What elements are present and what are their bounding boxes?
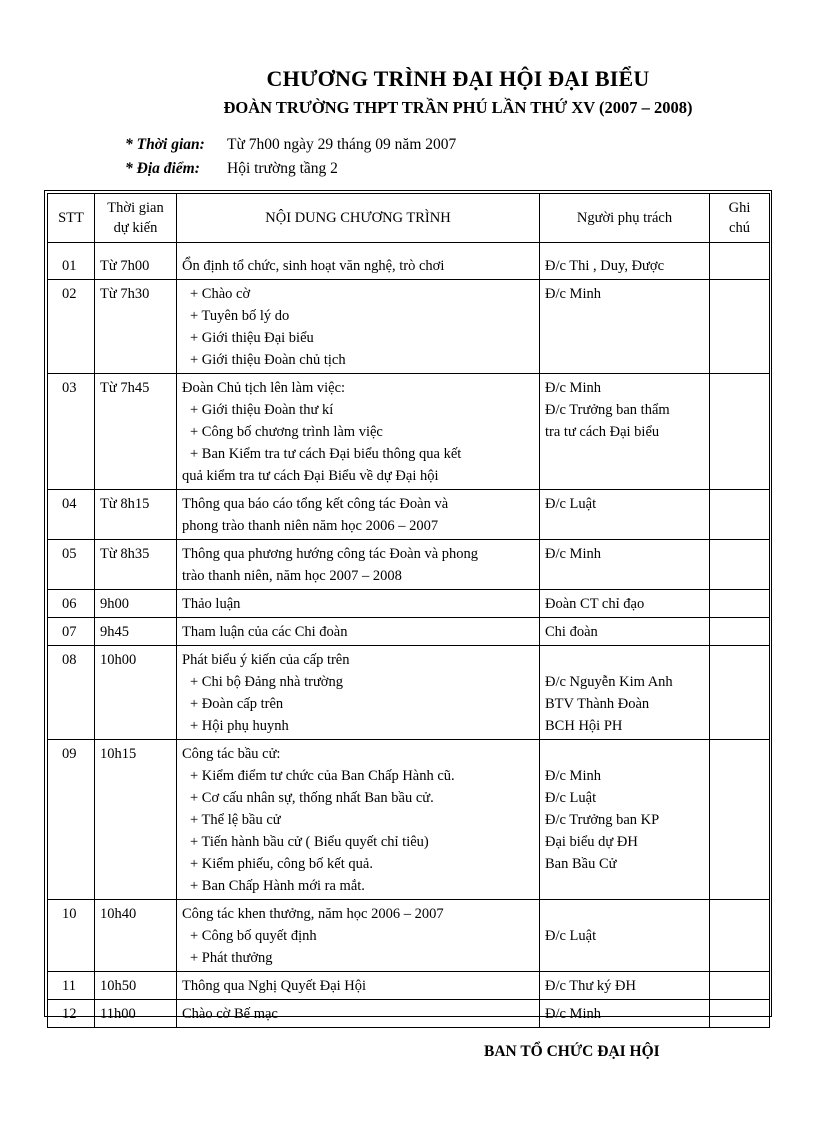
table-row (48, 280, 770, 374)
cell-time (95, 540, 177, 590)
cell-content (177, 740, 540, 900)
cell-time (95, 646, 177, 740)
person-line: Đ/c Minh (545, 768, 601, 784)
content-line: + Tuyên bố lý do (190, 308, 290, 324)
cell-person (540, 280, 710, 374)
cell-note (710, 243, 770, 280)
header-stt: STT (48, 194, 95, 243)
cell-content (177, 280, 540, 374)
cell-content (177, 900, 540, 972)
table-header-row (48, 194, 770, 243)
content-line: Công tác khen thưởng, năm học 2006 – 2007 (182, 906, 444, 922)
cell-stt (48, 900, 95, 972)
cell-note (710, 590, 770, 618)
time-value: 10h00 (100, 652, 137, 668)
cell-content (177, 490, 540, 540)
time-value: 10h40 (100, 906, 137, 922)
cell-person (540, 1000, 710, 1028)
table-body (48, 243, 770, 1028)
time-value: Từ 7h45 (100, 380, 150, 396)
person-line: Đ/c Trưởng ban KP (545, 812, 660, 828)
cell-stt (48, 646, 95, 740)
cell-note (710, 740, 770, 900)
content-line: + Chào cờ (190, 286, 251, 302)
time-info (125, 136, 456, 154)
cell-stt (48, 972, 95, 1000)
person-line (545, 903, 704, 925)
cell-person (540, 740, 710, 900)
cell-person (540, 618, 710, 646)
cell-content (177, 646, 540, 740)
stt-value: 01 (62, 258, 77, 274)
content-line: Thông qua phương hướng công tác Đoàn và phong (182, 546, 479, 562)
cell-note (710, 972, 770, 1000)
cell-time (95, 490, 177, 540)
person-line: Đ/c Minh (545, 1006, 601, 1022)
content-line: + Chi bộ Đảng nhà trường (190, 674, 343, 690)
time-value: Từ 7h30 (100, 286, 150, 302)
program-table (47, 193, 770, 1028)
content-line: trào thanh niên, năm học 2007 – 2008 (182, 568, 402, 584)
cell-person (540, 590, 710, 618)
cell-person (540, 900, 710, 972)
cell-time (95, 374, 177, 490)
cell-content (177, 1000, 540, 1028)
cell-stt (48, 1000, 95, 1028)
place-info (125, 160, 338, 178)
cell-stt (48, 540, 95, 590)
stt-value: 05 (62, 546, 77, 562)
content-line: + Công bố quyết định (190, 928, 317, 944)
cell-person (540, 374, 710, 490)
cell-person (540, 243, 710, 280)
cell-time (95, 740, 177, 900)
table-row (48, 590, 770, 618)
place-value: Hội trường tầng 2 (227, 160, 338, 177)
content-line: + Ban Chấp Hành mới ra mắt. (190, 878, 365, 894)
cell-stt (48, 243, 95, 280)
content-line: + Kiểm điểm tư chức của Ban Chấp Hành cũ. (190, 768, 455, 784)
cell-note (710, 374, 770, 490)
stt-value: 07 (62, 624, 77, 640)
content-line: + Thể lệ bầu cử (190, 812, 281, 828)
person-line: Đ/c Nguyễn Kim Anh (545, 674, 673, 690)
person-line (545, 743, 704, 765)
content-line: quả kiểm tra tư cách Đại Biểu về dự Đại hội (182, 468, 439, 484)
table-row (48, 490, 770, 540)
person-line: Đ/c Thi , Duy, Được (545, 258, 665, 274)
cell-time (95, 900, 177, 972)
cell-note (710, 280, 770, 374)
time-value: 10h50 (100, 978, 137, 994)
cell-content (177, 972, 540, 1000)
cell-person (540, 646, 710, 740)
stt-value: 12 (62, 1006, 77, 1022)
header-time-line2: dự kiến (113, 220, 158, 236)
content-line: phong trào thanh niên năm học 2006 – 2007 (182, 518, 439, 534)
cell-content (177, 590, 540, 618)
content-line: + Phát thưởng (190, 950, 273, 966)
header-time-line1: Thời gian (107, 200, 164, 216)
content-line: Đoàn Chủ tịch lên làm việc: (182, 380, 346, 396)
person-line: BTV Thành Đoàn (545, 696, 650, 712)
content-line: + Giới thiệu Đoàn chủ tịch (190, 352, 346, 368)
person-line: Đ/c Minh (545, 380, 601, 396)
stt-value: 09 (62, 746, 77, 762)
person-line: Đ/c Luật (545, 496, 597, 512)
place-label: * Địa điểm: (125, 160, 200, 177)
content-line: Thảo luận (182, 596, 241, 612)
cell-content (177, 618, 540, 646)
cell-person (540, 972, 710, 1000)
content-line: Chào cờ Bế mạc (182, 1006, 278, 1022)
person-line: Đoàn CT chỉ đạo (545, 596, 645, 612)
cell-note (710, 490, 770, 540)
person-line: BCH Hội PH (545, 718, 623, 734)
stt-value: 03 (62, 380, 77, 396)
header-note (710, 194, 770, 243)
table-row (48, 618, 770, 646)
table-row (48, 740, 770, 900)
content-line: + Giới thiệu Đoàn thư kí (190, 402, 334, 418)
table-row (48, 374, 770, 490)
person-line: Chi đoàn (545, 624, 598, 640)
content-line: + Tiến hành bầu cử ( Biểu quyết chỉ tiêu) (190, 834, 429, 850)
person-line: Đ/c Minh (545, 286, 601, 302)
cell-note (710, 618, 770, 646)
content-line: Tham luận của các Chi đoàn (182, 624, 348, 640)
content-line: Phát biểu ý kiến của cấp trên (182, 652, 350, 668)
cell-person (540, 540, 710, 590)
cell-time (95, 243, 177, 280)
cell-time (95, 590, 177, 618)
table-row (48, 972, 770, 1000)
cell-content (177, 374, 540, 490)
time-value: Từ 8h15 (100, 496, 150, 512)
cell-note (710, 1000, 770, 1028)
header-person: Người phụ trách (540, 194, 710, 243)
stt-value: 02 (62, 286, 77, 302)
cell-stt (48, 618, 95, 646)
content-line: Thông qua Nghị Quyết Đại Hội (182, 978, 367, 994)
cell-stt (48, 374, 95, 490)
person-line (545, 649, 704, 671)
content-line: + Ban Kiểm tra tư cách Đại biểu thông qua kết (190, 446, 462, 462)
content-line: + Cơ cấu nhân sự, thống nhất Ban bầu cử. (190, 790, 434, 806)
stt-value: 06 (62, 596, 77, 612)
stt-value: 08 (62, 652, 77, 668)
table-row (48, 243, 770, 280)
table-row (48, 540, 770, 590)
time-value: 9h45 (100, 624, 129, 640)
person-line: Đ/c Minh (545, 546, 601, 562)
time-value: Từ 8h35 (100, 546, 150, 562)
person-line: Đ/c Trưởng ban thẩm (545, 402, 670, 418)
cell-stt (48, 590, 95, 618)
cell-time (95, 972, 177, 1000)
content-line: Ổn định tổ chức, sinh hoạt văn nghệ, trò chơi (182, 258, 445, 274)
cell-time (95, 280, 177, 374)
header-content: NỘI DUNG CHƯƠNG TRÌNH (177, 194, 540, 243)
content-line: Công tác bầu cử: (182, 746, 281, 762)
stt-value: 04 (62, 496, 77, 512)
page-subtitle: ĐOÀN TRƯỜNG THPT TRẦN PHÚ LẦN THỨ XV (2007 – 2008) (223, 98, 693, 117)
cell-stt (48, 740, 95, 900)
content-line: + Công bố chương trình làm việc (190, 424, 383, 440)
page-title: CHƯƠNG TRÌNH ĐẠI HỘI ĐẠI BIỂU (266, 66, 650, 91)
header-note-line2: chú (729, 220, 750, 236)
cell-person (540, 490, 710, 540)
table-row (48, 646, 770, 740)
content-line: Thông qua báo cáo tổng kết công tác Đoàn và (182, 496, 449, 512)
stt-value: 10 (62, 906, 77, 922)
time-label: * Thời gian: (125, 136, 205, 153)
person-line: Ban Bầu Cử (545, 856, 617, 872)
content-line: + Giới thiệu Đại biểu (190, 330, 314, 346)
content-line: + Đoàn cấp trên (190, 696, 284, 712)
cell-content (177, 243, 540, 280)
person-line: Đ/c Thư ký ĐH (545, 978, 636, 994)
cell-time (95, 618, 177, 646)
person-line: Đại biểu dự ĐH (545, 834, 638, 850)
person-line: Đ/c Luật (545, 928, 597, 944)
person-line: Đ/c Luật (545, 790, 597, 806)
time-value: 9h00 (100, 596, 129, 612)
cell-note (710, 900, 770, 972)
table-row (48, 900, 770, 972)
cell-note (710, 540, 770, 590)
time-value: Từ 7h00 (100, 258, 150, 274)
time-value: 11h00 (100, 1006, 136, 1022)
table-row (48, 1000, 770, 1028)
content-line: + Hội phụ huynh (190, 718, 289, 734)
cell-stt (48, 280, 95, 374)
cell-content (177, 540, 540, 590)
time-value: Từ 7h00 ngày 29 tháng 09 năm 2007 (227, 136, 457, 153)
header-time (95, 194, 177, 243)
cell-note (710, 646, 770, 740)
stt-value: 11 (62, 978, 76, 994)
content-line: + Kiểm phiếu, công bố kết quả. (190, 856, 373, 872)
signature: BAN TỔ CHỨC ĐẠI HỘI (484, 1043, 660, 1060)
person-line: tra tư cách Đại biểu (545, 424, 660, 440)
cell-time (95, 1000, 177, 1028)
time-value: 10h15 (100, 746, 137, 762)
cell-stt (48, 490, 95, 540)
header-note-line1: Ghi (728, 200, 751, 216)
